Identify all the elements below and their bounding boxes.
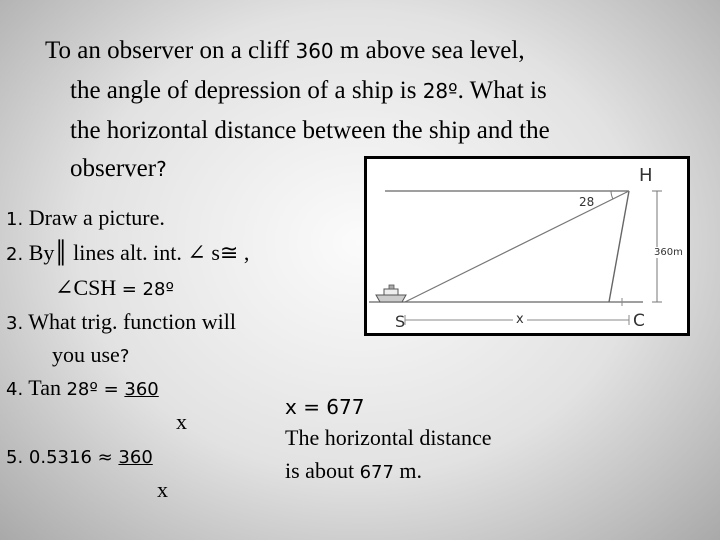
point-c-label: C <box>633 311 645 331</box>
step-4: 4. Tan 28º = 360 <box>6 375 159 400</box>
angle-label: 28 <box>579 195 595 209</box>
answer-line-2: is about 677 m. <box>285 458 423 483</box>
fraction-numerator: 360 <box>124 379 159 400</box>
cliff-line <box>609 191 629 302</box>
problem-line-1: To an observer on a cliff 360 m above sea level, <box>45 37 525 64</box>
fraction-denominator: x <box>157 477 168 502</box>
line-of-sight <box>405 191 629 302</box>
problem-line-4: observer? <box>70 155 167 182</box>
step-5: 5. 0.5316 ≈ 360 <box>6 447 153 468</box>
step-2-continued: ∠CSH = 28º <box>55 275 174 300</box>
fraction-numerator: 360 <box>118 447 153 468</box>
angle-arc <box>611 191 613 199</box>
height-label: 360m <box>654 247 683 258</box>
problem-line-3: the horizontal distance between the ship and the <box>70 117 550 144</box>
angle-symbol: ∠ <box>187 240 206 265</box>
point-h-label: H <box>639 165 653 186</box>
base-x-label: x <box>513 312 527 327</box>
angle-symbol: ∠ <box>55 275 74 300</box>
point-s-label: S <box>395 312 406 331</box>
step-1: 1. Draw a picture. <box>6 205 165 230</box>
step-3-continued: you use? <box>52 342 130 367</box>
congruent-symbol: ≅ <box>219 240 239 265</box>
fraction-denominator: x <box>176 409 187 434</box>
cliff-diagram <box>364 156 690 336</box>
ship-icon <box>376 285 406 302</box>
step-2: 2. By║ lines alt. int. ∠ s≅ , <box>6 240 250 266</box>
parallel-symbol: ║ <box>54 241 68 266</box>
answer-line-1: The horizontal distance <box>285 425 492 450</box>
problem-line-2: the angle of depression of a ship is 28º. What is <box>70 77 547 104</box>
answer-equation: x = 677 <box>285 395 365 419</box>
step-3: 3. What trig. function will <box>6 309 237 334</box>
